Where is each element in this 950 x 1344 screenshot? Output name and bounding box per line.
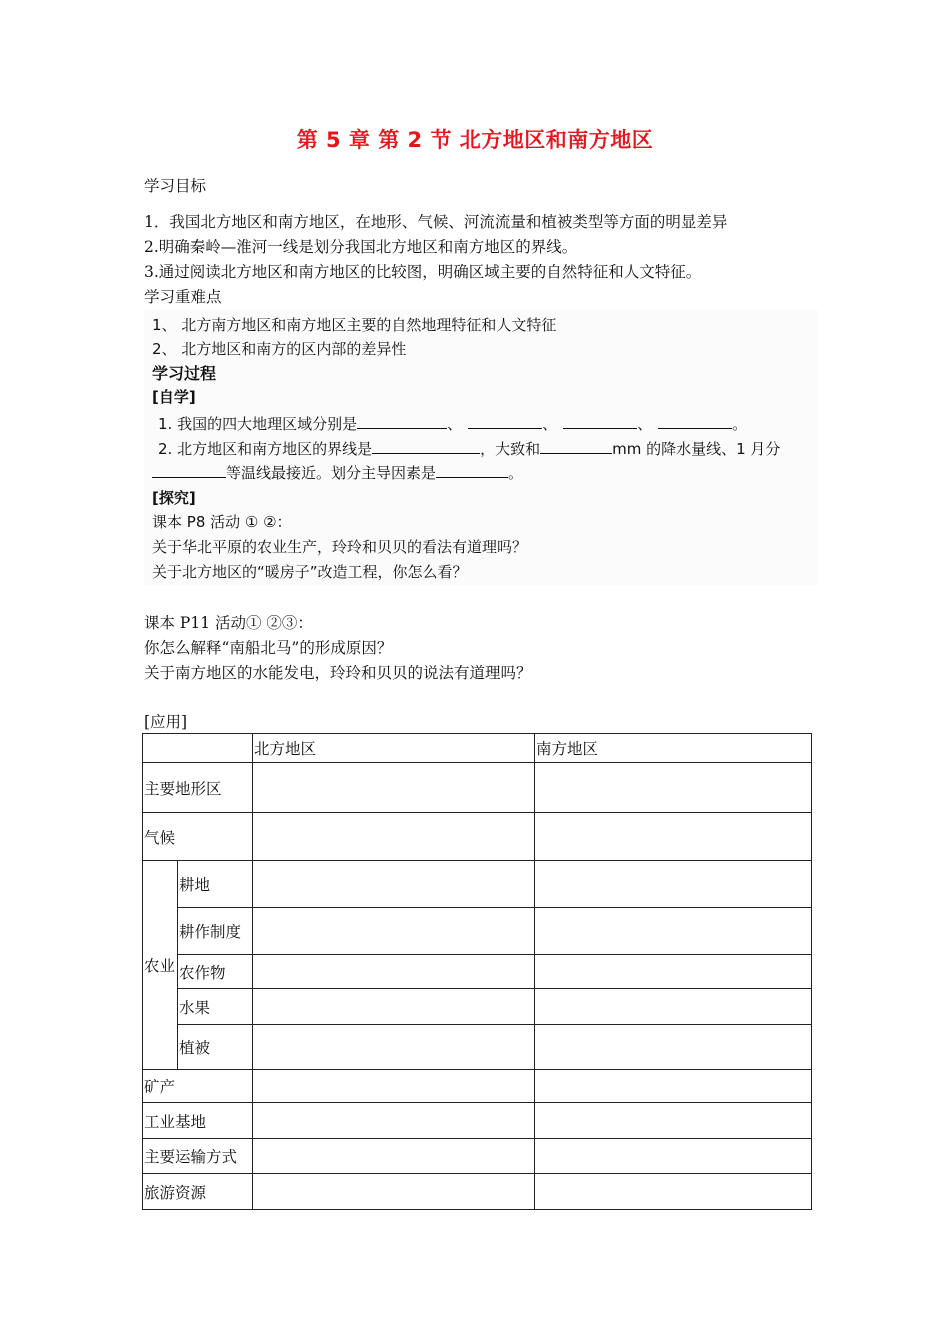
row-label: 植被 — [178, 1025, 253, 1070]
answer-cell[interactable] — [253, 763, 535, 813]
column-header-south: 南方地区 — [535, 734, 812, 763]
row-label: 耕作制度 — [178, 908, 253, 955]
answer-cell[interactable] — [535, 813, 812, 861]
self-study-q2: 2. 北方地区和南方地区的界线是 ，大致和 mm 的降水量线、1 月分 — [158, 440, 781, 458]
answer-cell[interactable] — [535, 989, 812, 1025]
key-point-item: 1、 北方南方地区和南方地区主要的自然地理特征和人文特征 — [152, 316, 557, 334]
table-corner-cell — [143, 734, 253, 763]
application-heading: [应用] — [144, 713, 188, 731]
page-title: 第 5 章 第 2 节 北方地区和南方地区 — [296, 128, 654, 152]
activity-p11-question: 关于南方地区的水能发电，玲玲和贝贝的说法有道理吗？ — [144, 664, 532, 682]
answer-cell[interactable] — [535, 1025, 812, 1070]
goal-item: 1．我国北方地区和南方地区，在地形、气候、河流流量和植被类型等方面的明显差异 — [144, 213, 728, 231]
row-label: 气候 — [143, 813, 253, 861]
fill-blank[interactable] — [540, 441, 612, 454]
self-study-heading: [自学] — [152, 388, 196, 406]
answer-cell[interactable] — [253, 955, 535, 989]
answer-cell[interactable] — [253, 1174, 535, 1210]
answer-cell[interactable] — [535, 1103, 812, 1139]
fill-blank[interactable] — [658, 416, 732, 429]
table-header-row — [143, 734, 812, 763]
row-label: 旅游资源 — [143, 1174, 253, 1210]
table-row — [143, 908, 812, 955]
answer-cell[interactable] — [253, 989, 535, 1025]
table-row — [143, 813, 812, 861]
activity-p11: 课本 P11 活动① ②③： — [144, 614, 313, 632]
goals-heading: 学习目标 — [144, 177, 207, 195]
table-row — [143, 1174, 812, 1210]
row-label: 矿产 — [143, 1070, 253, 1103]
fill-blank[interactable] — [357, 416, 447, 429]
row-label: 水果 — [178, 989, 253, 1025]
table-row — [143, 1025, 812, 1070]
column-header-north: 北方地区 — [253, 734, 535, 763]
answer-cell[interactable] — [535, 1139, 812, 1174]
answer-cell[interactable] — [535, 1070, 812, 1103]
key-points-heading: 学习重难点 — [144, 288, 222, 306]
activity-p8-question: 关于华北平原的农业生产，玲玲和贝贝的看法有道理吗？ — [152, 538, 528, 556]
process-heading: 学习过程 — [152, 364, 217, 383]
answer-cell[interactable] — [253, 1103, 535, 1139]
answer-cell[interactable] — [253, 1070, 535, 1103]
answer-cell[interactable] — [535, 908, 812, 955]
table-row — [143, 1139, 812, 1174]
self-study-q1: 1. 我国的四大地理区域分别是 、 、 、 。 — [158, 415, 748, 433]
answer-cell[interactable] — [535, 861, 812, 908]
answer-cell[interactable] — [253, 1139, 535, 1174]
key-point-item: 2、 北方地区和南方的区内部的差异性 — [152, 340, 407, 358]
activity-p8: 课本 P8 活动 ① ②： — [152, 513, 292, 531]
row-label: 耕地 — [178, 861, 253, 908]
row-label: 主要地形区 — [143, 763, 253, 813]
table-row — [143, 989, 812, 1025]
table-row — [143, 763, 812, 813]
table-row — [143, 955, 812, 989]
fill-blank[interactable] — [468, 416, 542, 429]
answer-cell[interactable] — [253, 813, 535, 861]
explore-heading: [探究] — [152, 489, 196, 507]
answer-cell[interactable] — [253, 908, 535, 955]
goal-item: 2.明确秦岭—淮河一线是划分我国北方地区和南方地区的界线。 — [144, 238, 578, 256]
fill-blank[interactable] — [152, 465, 226, 478]
goal-item: 3.通过阅读北方地区和南方地区的比较图，明确区域主要的自然特征和人文特征。 — [144, 263, 702, 281]
table-row — [143, 861, 812, 908]
scanned-section — [144, 310, 818, 585]
table-row — [143, 1103, 812, 1139]
fill-blank[interactable] — [436, 465, 508, 478]
answer-cell[interactable] — [253, 861, 535, 908]
row-label: 工业基地 — [143, 1103, 253, 1139]
fill-blank[interactable] — [563, 416, 637, 429]
row-label: 主要运输方式 — [143, 1139, 253, 1174]
comparison-table — [142, 733, 812, 1210]
answer-cell[interactable] — [535, 763, 812, 813]
row-label-group: 农业 — [143, 861, 178, 1070]
activity-p8-question: 关于北方地区的“暖房子”改造工程，你怎么看？ — [152, 563, 468, 581]
fill-blank[interactable] — [372, 441, 480, 454]
row-label: 农作物 — [178, 955, 253, 989]
answer-cell[interactable] — [253, 1025, 535, 1070]
table-row — [143, 1070, 812, 1103]
answer-cell[interactable] — [535, 1174, 812, 1210]
self-study-q2-cont: 等温线最接近。划分主导因素是 。 — [152, 462, 523, 483]
activity-p11-question: 你怎么解释“南船北马”的形成原因？ — [144, 639, 393, 657]
answer-cell[interactable] — [535, 955, 812, 989]
